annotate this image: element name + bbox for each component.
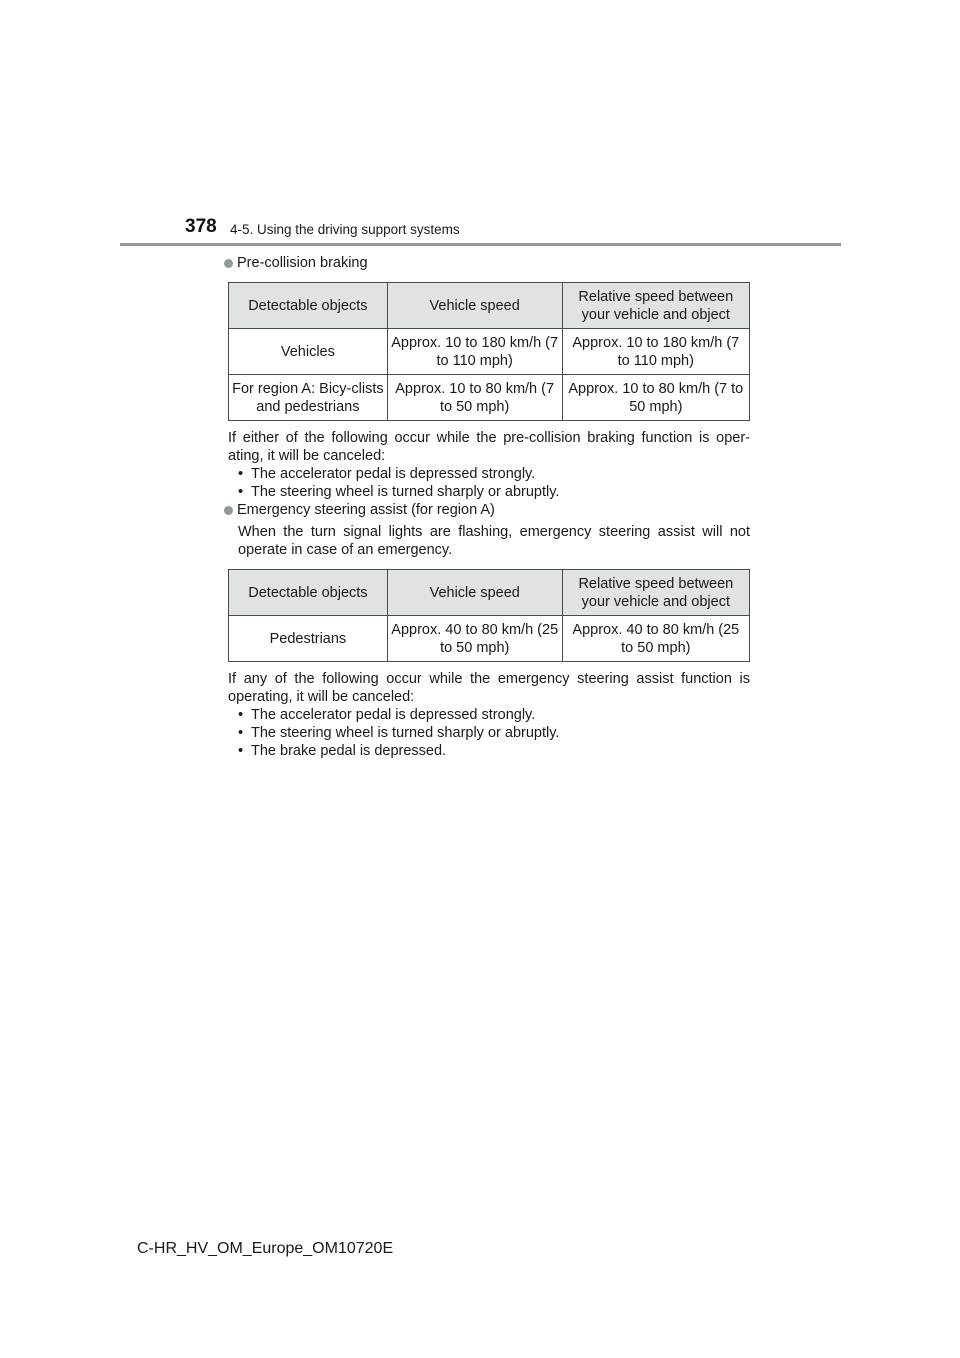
list-item-text: The accelerator pedal is depressed strongly. bbox=[251, 466, 536, 482]
table-row bbox=[229, 329, 750, 375]
page-number: 378 bbox=[185, 216, 217, 237]
table-cell: Approx. 10 to 80 km/h (7 to 50 mph) bbox=[387, 375, 562, 421]
bullet-mark: • bbox=[238, 707, 244, 723]
table-cell: Pedestrians bbox=[229, 616, 388, 662]
emergency-steering-heading-text: Emergency steering assist (for region A) bbox=[237, 502, 495, 518]
list-item bbox=[238, 706, 750, 724]
pre-collision-heading bbox=[224, 254, 750, 272]
table-row bbox=[229, 375, 750, 421]
list-item bbox=[238, 483, 750, 501]
emergency-steering-note: When the turn signal lights are flashing, emergency steering assist will not operate in case of an emergency. bbox=[238, 524, 750, 558]
table-cell: Approx. 10 to 180 km/h (7 to 110 mph) bbox=[562, 329, 749, 375]
bullet-dot-icon bbox=[224, 506, 233, 515]
table-header-cell: Relative speed between your vehicle and object bbox=[562, 283, 749, 329]
table-row bbox=[229, 616, 750, 662]
emergency-steering-cancel-text: If any of the following occur while the emergency steering assist function is operating, it will be canceled: bbox=[228, 671, 750, 705]
list-item-text: The brake pedal is depressed. bbox=[251, 743, 447, 759]
table-header-cell: Vehicle speed bbox=[387, 570, 562, 616]
list-item bbox=[238, 724, 750, 742]
emergency-steering-table bbox=[228, 569, 750, 662]
table-header-cell: Vehicle speed bbox=[387, 283, 562, 329]
table-cell: Approx. 40 to 80 km/h (25 to 50 mph) bbox=[387, 616, 562, 662]
table-header-row bbox=[229, 283, 750, 329]
section-title: 4-5. Using the driving support systems bbox=[230, 222, 460, 237]
list-item bbox=[238, 742, 750, 760]
pre-collision-cancel-text: If either of the following occur while the pre-collision braking function is oper-ating, it will be canceled: bbox=[228, 430, 750, 464]
pre-collision-heading-text: Pre-collision braking bbox=[237, 255, 368, 271]
pre-collision-table bbox=[228, 282, 750, 421]
list-item-text: The steering wheel is turned sharply or abruptly. bbox=[251, 484, 560, 500]
emergency-steering-heading bbox=[224, 501, 750, 519]
page-content bbox=[228, 254, 750, 760]
table-cell: Approx. 40 to 80 km/h (25 to 50 mph) bbox=[562, 616, 749, 662]
table-cell: Approx. 10 to 80 km/h (7 to 50 mph) bbox=[562, 375, 749, 421]
pre-collision-cancel-list bbox=[238, 465, 750, 501]
table-header-row bbox=[229, 570, 750, 616]
header-divider bbox=[120, 243, 841, 246]
table-cell: Vehicles bbox=[229, 329, 388, 375]
list-item bbox=[238, 465, 750, 483]
table-header-cell: Detectable objects bbox=[229, 570, 388, 616]
document-id: C-HR_HV_OM_Europe_OM10720E bbox=[137, 1240, 394, 1257]
bullet-dot-icon bbox=[224, 259, 233, 268]
emergency-steering-cancel-list bbox=[238, 706, 750, 760]
table-cell: For region A: Bicy-clists and pedestrians bbox=[229, 375, 388, 421]
list-item-text: The steering wheel is turned sharply or abruptly. bbox=[251, 725, 560, 741]
bullet-mark: • bbox=[238, 725, 244, 741]
table-cell: Approx. 10 to 180 km/h (7 to 110 mph) bbox=[387, 329, 562, 375]
table-header-cell: Relative speed between your vehicle and object bbox=[562, 570, 749, 616]
bullet-mark: • bbox=[238, 484, 244, 500]
table-header-cell: Detectable objects bbox=[229, 283, 388, 329]
bullet-mark: • bbox=[238, 466, 244, 482]
list-item-text: The accelerator pedal is depressed strongly. bbox=[251, 707, 536, 723]
bullet-mark: • bbox=[238, 743, 244, 759]
